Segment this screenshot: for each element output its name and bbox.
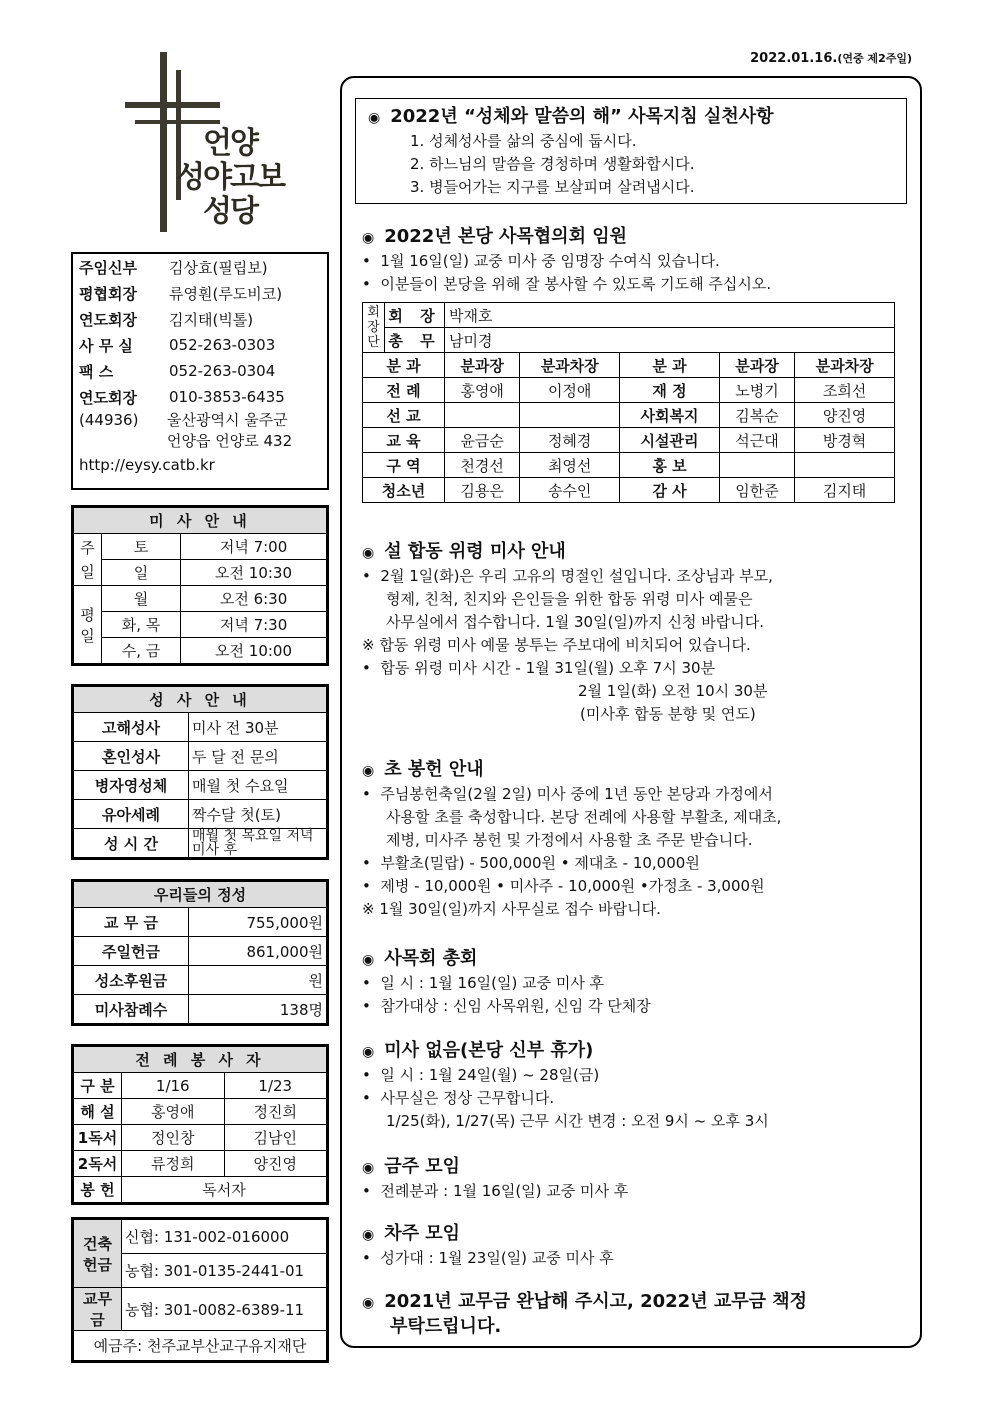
weekday-label: 평일	[74, 586, 102, 664]
council-cell: 선 교	[363, 403, 445, 428]
offering-label: 성소후원금	[74, 966, 189, 995]
council-head-cell: 분과장	[719, 353, 794, 378]
sacrament-label: 병자영성체	[74, 771, 189, 800]
bulletin-date: 2022.01.16.(연중 제2주일)	[750, 51, 912, 66]
council-cell: 감 사	[620, 478, 720, 503]
info-label: 사 무 실	[79, 336, 133, 355]
offering-title: 우리들의 정성	[74, 882, 327, 908]
council-cell: 송수인	[520, 478, 620, 503]
sacrament-value: 매월 첫 수요일	[189, 771, 327, 800]
council-cell: 윤금순	[445, 428, 520, 453]
sacrament-label: 고해성사	[74, 713, 189, 742]
council-cell: 김지태	[795, 478, 895, 503]
offering-value: 원	[189, 966, 327, 995]
council-head-cell: 분 과	[363, 353, 445, 378]
website-link[interactable]: http://eysy.catb.kr	[79, 456, 215, 474]
council-head-cell: 분 과	[620, 353, 720, 378]
council-cell: 정혜경	[520, 428, 620, 453]
council-cell: 천경선	[445, 453, 520, 478]
sacrament-value: 미사 전 30분	[189, 713, 327, 742]
offering-label: 주일헌금	[74, 937, 189, 966]
council-cell: 사회복지	[620, 403, 720, 428]
servers-cell: 류정희	[122, 1151, 225, 1177]
council-table: 회장단 회 장 박재호 총 무 남미경 분 과 분과장 분과차장 분 과 분과장 분과차장 전 례 홍영애 이정애 재 정 노병기 조희선 선 교 사회복지 김복순 양진영 교 육 윤금순 정혜경 시설관리 석근대 방경혁 구 역 천경선 최영선 홍 보 청소년 김용은 송수인 감 사 임한준 김지태	[362, 302, 895, 503]
council-cell	[795, 453, 895, 478]
servers-cell: 정인창	[122, 1125, 225, 1151]
offering-value: 861,000원	[189, 937, 327, 966]
sacrament-value: 짝수달 첫(토)	[189, 800, 327, 829]
info-label: 주임신부	[79, 258, 137, 277]
sacrament-title: 성 사 안 내	[74, 687, 327, 713]
council-cell	[445, 403, 520, 428]
info-value: 010-3853-6435	[169, 388, 285, 406]
info-label: 연도회장	[79, 310, 137, 329]
council-cell: 최영선	[520, 453, 620, 478]
council-cell: 홍영애	[445, 378, 520, 403]
info-label: 평협회장	[79, 284, 137, 303]
servers-cell: 정진희	[224, 1099, 327, 1125]
council-cell: 양진영	[795, 403, 895, 428]
council-cell: 시설관리	[620, 428, 720, 453]
council-cell: 교 육	[363, 428, 445, 453]
servers-cell: 김남인	[224, 1125, 327, 1151]
bank-accounts: 건축헌금 신협: 131-002-016000 농협: 301-0135-2441-01 교무금 농협: 301-0082-6389-11 예금주: 천주교부산교구유지재단	[71, 1217, 329, 1363]
sacrament-value: 매월 첫 목요일 저녁미사 후	[189, 829, 327, 858]
council-cell: 김용은	[445, 478, 520, 503]
info-value: 052-263-0303	[169, 336, 276, 354]
sacrament-label: 혼인성사	[74, 742, 189, 771]
candle-section: ◉ 초 봉헌 안내 • 주님봉헌축일(2월 2일) 미사 중에 1년 동안 본당과 가정에서 사용할 초를 축성합니다. 본당 전례에 사용할 부활초, 제대초, 제병, 미사주 봉헌 및 가정에서 사용할 초 주문 받습니다. • 부활초(밀랍) - 500,000원 • 제대초 - 10,000원 • 제병 - 10,000원 • 미사주 - 10,000원 •가정초 - 3,000원 ※ 1월 30일(일)까지 사무실로 접수 바랍니다.	[362, 759, 782, 918]
council-cell: 임한준	[719, 478, 794, 503]
liturgy-servers	[71, 1044, 329, 1205]
council-section: ◉ 2022년 본당 사목협의회 임원 • 1월 16일(일) 교중 미사 중 임명장 수여식 있습니다. • 이분들이 본당을 위해 잘 봉사할 수 있도록 기도해 주십시오. 회장단 회 장 박재호 총 무 남미경 분 과 분과장 분과차장 분 과 분과장 분과차장 전 례 홍영애 이정애 재 정 노병기 조희선 선 교 사회복지 김복순 양진영 교 육 윤금순 정혜경 시설관리 석근대 방경혁 구 역 천경선 최영선 홍 보 청소년 김용은 송수인 감 사 임한준 김지태	[362, 225, 907, 503]
sacrament-value: 두 달 전 문의	[189, 742, 327, 771]
offering-label: 미사참례수	[74, 995, 189, 1024]
info-value: 김지태(빅톨)	[169, 310, 254, 329]
cross-icon	[160, 52, 167, 232]
servers-head-cell: 1/16	[122, 1073, 225, 1099]
mass-schedule: 미 사 안 내 주일 토 저녁 7:00 일 오전 10:30 평일 월 오전 6:30 화, 목 저녁 7:30 수, 금 오전 10:00	[71, 505, 329, 666]
council-cell: 재 정	[620, 378, 720, 403]
servers-cell: 1독서	[74, 1125, 122, 1151]
parish-logo	[120, 52, 320, 242]
parish-info	[71, 252, 329, 490]
dues-notice: ◉ 2021년 교무금 완납해 주시고, 2022년 교무금 책정 부탁드립니다.	[362, 1291, 808, 1337]
sacrament-label: 성 시 간	[74, 829, 189, 858]
this-week-meetings: ◉ 금주 모임 • 전례분과 : 1월 16일(일) 교중 미사 후	[362, 1156, 629, 1200]
sacrament-label: 유아세례	[74, 800, 189, 829]
council-cell: 조희선	[795, 378, 895, 403]
council-cell: 전 례	[363, 378, 445, 403]
servers-head-cell: 1/23	[224, 1073, 327, 1099]
servers-cell: 홍영애	[122, 1099, 225, 1125]
info-value: 052-263-0304	[169, 362, 276, 380]
info-value: 류영훤(루도비코)	[169, 284, 283, 303]
memorial-mass-section: ◉ 설 합동 위령 미사 안내 • 2월 1일(화)은 우리 고유의 명절인 설입니다. 조상님과 부모, 형제, 친척, 친지와 은인들을 위한 합동 위령 미사 예물은 사무실에서 접수합니다. 1월 30일(일)까지 신청 바랍니다. ※ 합동 위령 미사 예물 봉투는 주보대에 비치되어 있습니다. • 합동 위령 미사 시간 - 1월 31일(월) 오후 7시 30분 2월 1일(화) 오전 10시 30분 (미사후 합동 분향 및 연도)	[362, 541, 773, 723]
servers-head-cell: 구 분	[74, 1073, 122, 1099]
pastoral-guidelines: ◉ 2022년 “성체와 말씀의 해” 사목지침 실천사항 1. 성체성사를 삶의 중심에 둡시다. 2. 하느님의 말씀을 경청하며 생활화합시다. 3. 병들어가는 지구를 보살피며 살려냅시다.	[355, 98, 907, 204]
council-cell: 홍 보	[620, 453, 720, 478]
council-head-cell: 분과차장	[520, 353, 620, 378]
servers-cell: 2독서	[74, 1151, 122, 1177]
sunday-label: 주일	[74, 534, 102, 586]
council-cell	[520, 403, 620, 428]
council-head-cell: 분과차장	[795, 353, 895, 378]
council-cell	[719, 453, 794, 478]
no-mass-section: ◉ 미사 없음(본당 신부 휴가) • 일 시 : 1월 24일(월) ~ 28일(금) • 사무실은 정상 근무합니다. 1/25(화), 1/27(목) 근무 시간 변경 : 오전 9시 ~ 오후 3시	[362, 1040, 769, 1130]
servers-cell: 해 설	[74, 1099, 122, 1125]
offering-info	[71, 879, 329, 1026]
council-cell: 이정애	[520, 378, 620, 403]
offering-label: 교 무 금	[74, 908, 189, 937]
council-cell: 청소년	[363, 478, 445, 503]
info-value: 김상효(필립보)	[169, 258, 268, 277]
servers-cell: 양진영	[224, 1151, 327, 1177]
offering-value: 138명	[189, 995, 327, 1024]
council-cell: 석근대	[719, 428, 794, 453]
servers-cell: 독서자	[122, 1177, 327, 1203]
info-label: 연도회장	[79, 388, 137, 407]
address: (44936) 울산광역시 울주군 언양읍 언양로 432	[79, 411, 293, 450]
next-week-meetings: ◉ 차주 모임 • 성가대 : 1월 23일(일) 교중 미사 후	[362, 1223, 614, 1267]
servers-title: 전 례 봉 사 자	[74, 1047, 327, 1073]
council-cell: 구 역	[363, 453, 445, 478]
mass-title: 미 사 안 내	[74, 508, 327, 534]
sacrament-info	[71, 684, 329, 860]
council-cell: 김복순	[719, 403, 794, 428]
council-cell: 방경혁	[795, 428, 895, 453]
council-cell: 노병기	[719, 378, 794, 403]
general-meeting-section: ◉ 사목회 총회 • 일 시 : 1월 16일(일) 교중 미사 후 • 참가대상 : 신임 사목위원, 신임 각 단체장	[362, 948, 651, 1015]
offering-value: 755,000원	[189, 908, 327, 937]
servers-cell: 봉 헌	[74, 1177, 122, 1203]
info-label: 팩 스	[79, 362, 114, 381]
council-head-cell: 분과장	[445, 353, 520, 378]
parish-name: 언양 성야고보 성당	[176, 126, 284, 229]
